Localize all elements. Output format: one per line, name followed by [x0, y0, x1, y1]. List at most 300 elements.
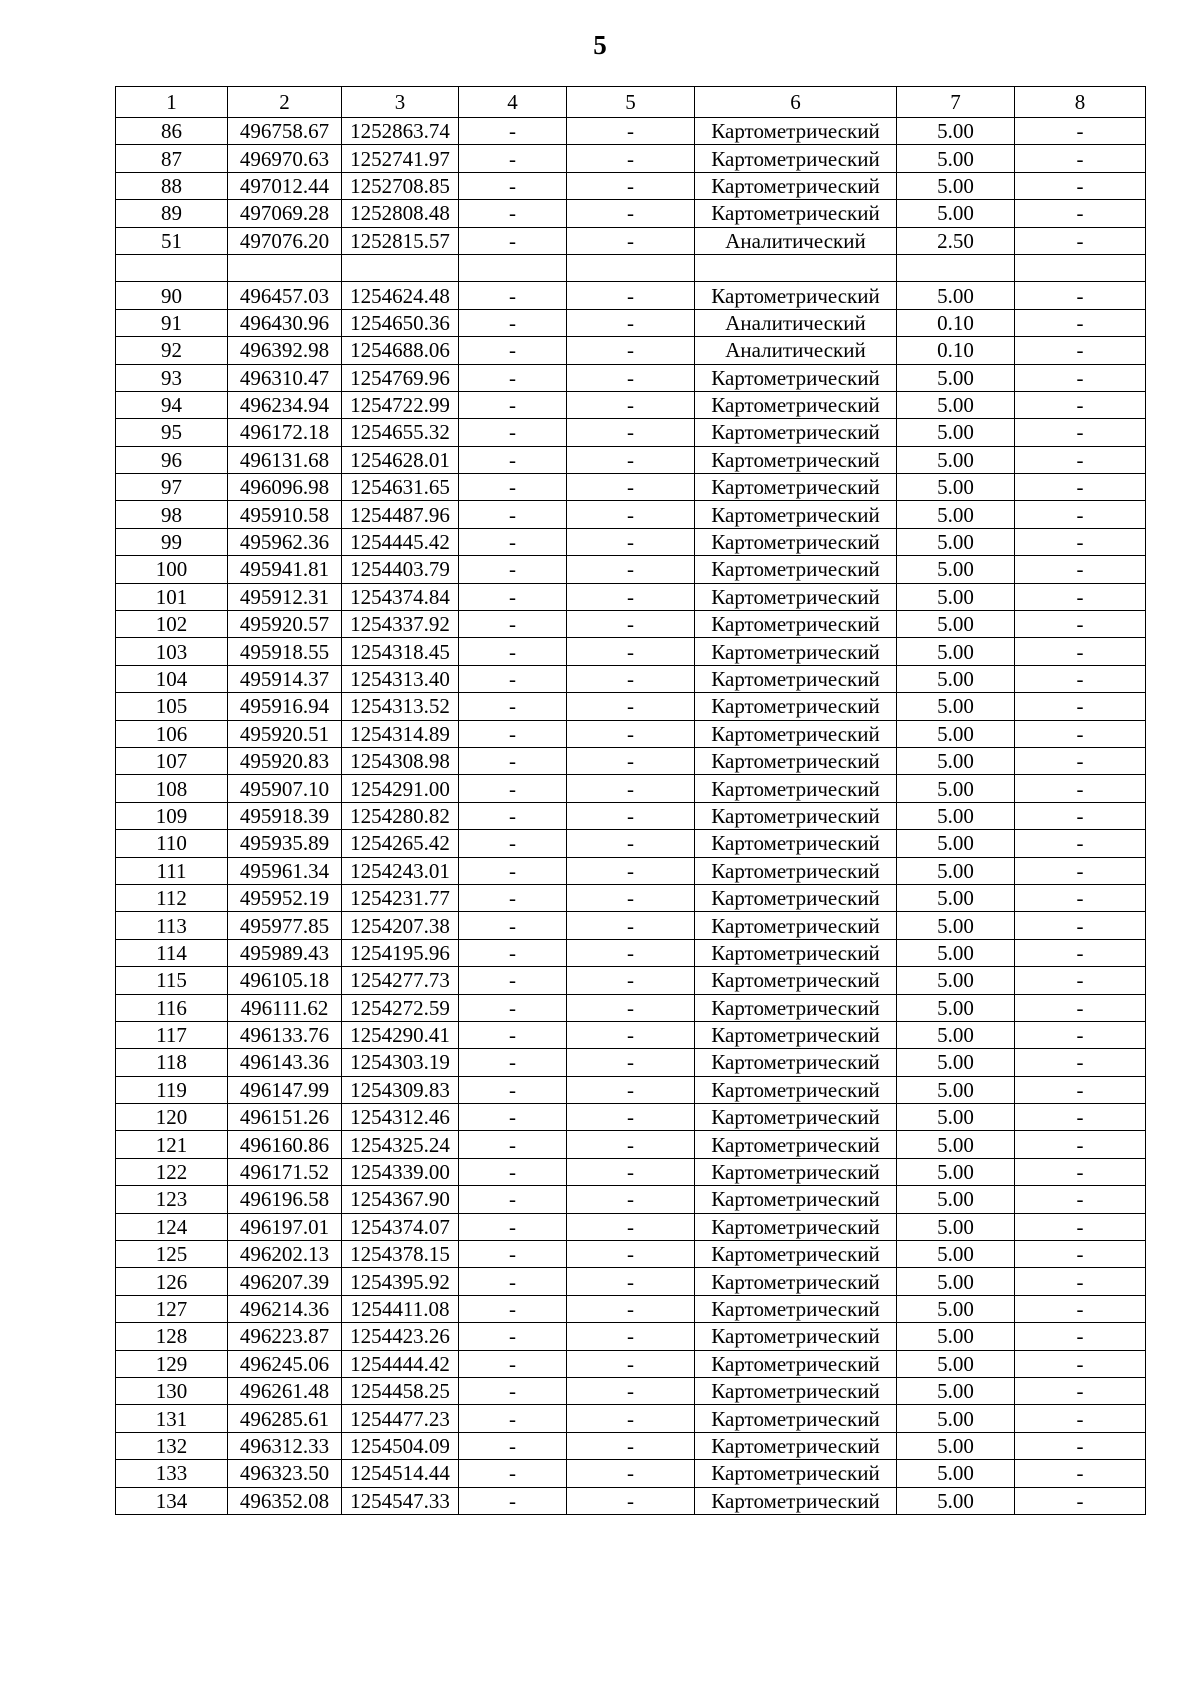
method-cell: Картометрический	[695, 720, 897, 747]
column-5-cell: -	[567, 1268, 695, 1295]
x-coordinate-cell: 496310.47	[228, 364, 342, 391]
column-5-cell: -	[567, 446, 695, 473]
point-number-cell: 119	[116, 1076, 228, 1103]
accuracy-cell: 5.00	[897, 1131, 1015, 1158]
table-row	[116, 747, 1146, 774]
accuracy-cell: 5.00	[897, 1295, 1015, 1322]
accuracy-cell: 5.00	[897, 446, 1015, 473]
method-cell: Картометрический	[695, 665, 897, 692]
accuracy-cell: 5.00	[897, 391, 1015, 418]
y-coordinate-cell: 1254231.77	[342, 884, 459, 911]
x-coordinate-cell: 496457.03	[228, 282, 342, 309]
x-coordinate-cell: 496105.18	[228, 967, 342, 994]
method-cell: Картометрический	[695, 1131, 897, 1158]
column-5-cell: -	[567, 145, 695, 172]
y-coordinate-cell: 1254314.89	[342, 720, 459, 747]
column-4-cell: -	[459, 830, 567, 857]
y-coordinate-cell: 1254403.79	[342, 556, 459, 583]
method-cell: Картометрический	[695, 446, 897, 473]
column-5-cell: -	[567, 364, 695, 391]
point-number-cell	[116, 254, 228, 281]
header-cell-7: 7	[897, 87, 1015, 118]
accuracy-cell: 5.00	[897, 884, 1015, 911]
column-4-cell: -	[459, 337, 567, 364]
column-8-cell: -	[1015, 364, 1146, 391]
column-8-cell: -	[1015, 1049, 1146, 1076]
method-cell: Аналитический	[695, 337, 897, 364]
column-8-cell: -	[1015, 474, 1146, 501]
column-8-cell: -	[1015, 1405, 1146, 1432]
accuracy-cell: 5.00	[897, 720, 1015, 747]
column-5-cell: -	[567, 118, 695, 145]
accuracy-cell: 5.00	[897, 912, 1015, 939]
column-5-cell: -	[567, 1158, 695, 1185]
point-number-cell: 97	[116, 474, 228, 501]
column-5-cell: -	[567, 282, 695, 309]
column-4-cell: -	[459, 474, 567, 501]
page-number: 5	[593, 30, 607, 60]
column-8-cell	[1015, 254, 1146, 281]
y-coordinate-cell: 1254624.48	[342, 282, 459, 309]
y-coordinate-cell: 1254291.00	[342, 775, 459, 802]
y-coordinate-cell: 1254318.45	[342, 638, 459, 665]
accuracy-cell: 0.10	[897, 337, 1015, 364]
column-5-cell: -	[567, 720, 695, 747]
accuracy-cell: 5.00	[897, 1021, 1015, 1048]
column-5-cell: -	[567, 1049, 695, 1076]
column-8-cell: -	[1015, 720, 1146, 747]
point-number-cell: 124	[116, 1213, 228, 1240]
y-coordinate-cell: 1254487.96	[342, 501, 459, 528]
column-4-cell: -	[459, 1241, 567, 1268]
y-coordinate-cell: 1254308.98	[342, 747, 459, 774]
table-row	[116, 1295, 1146, 1322]
header-cell-1: 1	[116, 87, 228, 118]
column-5-cell: -	[567, 528, 695, 555]
x-coordinate-cell: 495962.36	[228, 528, 342, 555]
header-cell-2: 2	[228, 87, 342, 118]
column-5-cell	[567, 254, 695, 281]
y-coordinate-cell: 1254722.99	[342, 391, 459, 418]
x-coordinate-cell: 495920.83	[228, 747, 342, 774]
method-cell: Картометрический	[695, 1405, 897, 1432]
column-4-cell: -	[459, 528, 567, 555]
table-row	[116, 145, 1146, 172]
column-8-cell: -	[1015, 1295, 1146, 1322]
y-coordinate-cell: 1254374.84	[342, 583, 459, 610]
column-5-cell: -	[567, 337, 695, 364]
method-cell: Картометрический	[695, 172, 897, 199]
point-number-cell: 110	[116, 830, 228, 857]
column-8-cell: -	[1015, 884, 1146, 911]
method-cell: Картометрический	[695, 1487, 897, 1514]
column-4-cell: -	[459, 419, 567, 446]
column-8-cell: -	[1015, 857, 1146, 884]
y-coordinate-cell: 1254445.42	[342, 528, 459, 555]
x-coordinate-cell: 495907.10	[228, 775, 342, 802]
x-coordinate-cell: 495918.55	[228, 638, 342, 665]
column-4-cell: -	[459, 638, 567, 665]
method-cell: Картометрический	[695, 419, 897, 446]
point-number-cell: 105	[116, 693, 228, 720]
column-4-cell: -	[459, 611, 567, 638]
x-coordinate-cell: 495941.81	[228, 556, 342, 583]
column-8-cell: -	[1015, 282, 1146, 309]
point-number-cell: 132	[116, 1432, 228, 1459]
table-row	[116, 528, 1146, 555]
column-4-cell: -	[459, 1186, 567, 1213]
point-number-cell: 111	[116, 857, 228, 884]
column-5-cell: -	[567, 693, 695, 720]
x-coordinate-cell: 496171.52	[228, 1158, 342, 1185]
method-cell: Картометрический	[695, 775, 897, 802]
accuracy-cell: 5.00	[897, 1104, 1015, 1131]
table-row	[116, 118, 1146, 145]
y-coordinate-cell: 1252708.85	[342, 172, 459, 199]
column-5-cell: -	[567, 611, 695, 638]
point-number-cell: 101	[116, 583, 228, 610]
column-4-cell: -	[459, 1049, 567, 1076]
column-8-cell: -	[1015, 337, 1146, 364]
y-coordinate-cell: 1254444.42	[342, 1350, 459, 1377]
x-coordinate-cell: 495916.94	[228, 693, 342, 720]
accuracy-cell: 5.00	[897, 282, 1015, 309]
y-coordinate-cell: 1254769.96	[342, 364, 459, 391]
point-number-cell: 93	[116, 364, 228, 391]
column-5-cell: -	[567, 830, 695, 857]
method-cell: Картометрический	[695, 994, 897, 1021]
x-coordinate-cell: 497076.20	[228, 227, 342, 254]
table-row	[116, 282, 1146, 309]
column-8-cell: -	[1015, 830, 1146, 857]
y-coordinate-cell: 1254655.32	[342, 419, 459, 446]
column-5-cell: -	[567, 1213, 695, 1240]
y-coordinate-cell: 1254514.44	[342, 1460, 459, 1487]
accuracy-cell: 5.00	[897, 1186, 1015, 1213]
x-coordinate-cell: 496207.39	[228, 1268, 342, 1295]
table-row	[116, 1049, 1146, 1076]
y-coordinate-cell: 1254277.73	[342, 967, 459, 994]
x-coordinate-cell: 496196.58	[228, 1186, 342, 1213]
method-cell: Картометрический	[695, 747, 897, 774]
accuracy-cell: 2.50	[897, 227, 1015, 254]
x-coordinate-cell	[228, 254, 342, 281]
y-coordinate-cell: 1254367.90	[342, 1186, 459, 1213]
table-row	[116, 1377, 1146, 1404]
table-body	[116, 118, 1146, 1515]
column-8-cell: -	[1015, 1377, 1146, 1404]
accuracy-cell: 5.00	[897, 665, 1015, 692]
method-cell: Картометрический	[695, 1158, 897, 1185]
column-5-cell: -	[567, 1131, 695, 1158]
x-coordinate-cell: 496312.33	[228, 1432, 342, 1459]
method-cell: Картометрический	[695, 583, 897, 610]
point-number-cell: 116	[116, 994, 228, 1021]
accuracy-cell: 5.00	[897, 775, 1015, 802]
x-coordinate-cell: 496234.94	[228, 391, 342, 418]
accuracy-cell: 5.00	[897, 1158, 1015, 1185]
point-number-cell: 125	[116, 1241, 228, 1268]
column-4-cell: -	[459, 1487, 567, 1514]
method-cell: Картометрический	[695, 884, 897, 911]
column-4-cell: -	[459, 912, 567, 939]
y-coordinate-cell: 1254631.65	[342, 474, 459, 501]
accuracy-cell: 5.00	[897, 118, 1015, 145]
column-4-cell: -	[459, 364, 567, 391]
table-row	[116, 391, 1146, 418]
accuracy-cell: 5.00	[897, 474, 1015, 501]
column-4-cell: -	[459, 501, 567, 528]
column-4-cell: -	[459, 1158, 567, 1185]
table-row	[116, 939, 1146, 966]
column-5-cell: -	[567, 556, 695, 583]
column-4-cell: -	[459, 1350, 567, 1377]
point-number-cell: 118	[116, 1049, 228, 1076]
column-4-cell: -	[459, 857, 567, 884]
column-8-cell: -	[1015, 419, 1146, 446]
y-coordinate-cell: 1254477.23	[342, 1405, 459, 1432]
method-cell: Картометрический	[695, 1213, 897, 1240]
column-4-cell: -	[459, 309, 567, 336]
column-4-cell: -	[459, 802, 567, 829]
table-row	[116, 802, 1146, 829]
method-cell: Картометрический	[695, 1049, 897, 1076]
point-number-cell: 102	[116, 611, 228, 638]
table-row	[116, 419, 1146, 446]
table-row	[116, 857, 1146, 884]
table-row	[116, 1186, 1146, 1213]
y-coordinate-cell: 1254207.38	[342, 912, 459, 939]
point-number-cell: 129	[116, 1350, 228, 1377]
accuracy-cell: 5.00	[897, 638, 1015, 665]
point-number-cell: 117	[116, 1021, 228, 1048]
method-cell: Картометрический	[695, 1460, 897, 1487]
column-8-cell: -	[1015, 1131, 1146, 1158]
y-coordinate-cell: 1254374.07	[342, 1213, 459, 1240]
table-row	[116, 583, 1146, 610]
column-4-cell: -	[459, 939, 567, 966]
table-row	[116, 830, 1146, 857]
column-5-cell: -	[567, 227, 695, 254]
x-coordinate-cell: 497069.28	[228, 200, 342, 227]
accuracy-cell: 5.00	[897, 1076, 1015, 1103]
point-number-cell: 122	[116, 1158, 228, 1185]
accuracy-cell: 5.00	[897, 364, 1015, 391]
column-5-cell: -	[567, 884, 695, 911]
column-4-cell: -	[459, 1295, 567, 1322]
table-row	[116, 638, 1146, 665]
point-number-cell: 103	[116, 638, 228, 665]
column-8-cell: -	[1015, 994, 1146, 1021]
table-row	[116, 474, 1146, 501]
table-row	[116, 337, 1146, 364]
y-coordinate-cell: 1254280.82	[342, 802, 459, 829]
point-number-cell: 115	[116, 967, 228, 994]
column-5-cell: -	[567, 967, 695, 994]
column-4-cell: -	[459, 583, 567, 610]
y-coordinate-cell: 1254290.41	[342, 1021, 459, 1048]
column-8-cell: -	[1015, 1350, 1146, 1377]
method-cell: Картометрический	[695, 1104, 897, 1131]
column-8-cell: -	[1015, 309, 1146, 336]
column-4-cell: -	[459, 665, 567, 692]
column-4-cell: -	[459, 227, 567, 254]
header-cell-6: 6	[695, 87, 897, 118]
column-5-cell: -	[567, 1432, 695, 1459]
column-5-cell: -	[567, 583, 695, 610]
point-number-cell: 100	[116, 556, 228, 583]
column-5-cell: -	[567, 939, 695, 966]
accuracy-cell: 5.00	[897, 611, 1015, 638]
x-coordinate-cell: 496133.76	[228, 1021, 342, 1048]
point-number-cell: 51	[116, 227, 228, 254]
method-cell: Картометрический	[695, 145, 897, 172]
x-coordinate-cell: 496111.62	[228, 994, 342, 1021]
point-number-cell: 123	[116, 1186, 228, 1213]
column-8-cell: -	[1015, 939, 1146, 966]
method-cell: Картометрический	[695, 1295, 897, 1322]
y-coordinate-cell: 1254309.83	[342, 1076, 459, 1103]
method-cell: Картометрический	[695, 1323, 897, 1350]
y-coordinate-cell: 1254272.59	[342, 994, 459, 1021]
accuracy-cell: 5.00	[897, 1460, 1015, 1487]
table-row	[116, 501, 1146, 528]
point-number-cell: 87	[116, 145, 228, 172]
x-coordinate-cell: 496970.63	[228, 145, 342, 172]
table-row	[116, 693, 1146, 720]
column-5-cell: -	[567, 912, 695, 939]
table-row	[116, 720, 1146, 747]
column-8-cell: -	[1015, 446, 1146, 473]
point-number-cell: 106	[116, 720, 228, 747]
column-8-cell: -	[1015, 1268, 1146, 1295]
table-row	[116, 1158, 1146, 1185]
y-coordinate-cell: 1254395.92	[342, 1268, 459, 1295]
x-coordinate-cell: 496223.87	[228, 1323, 342, 1350]
point-number-cell: 98	[116, 501, 228, 528]
accuracy-cell: 5.00	[897, 200, 1015, 227]
column-5-cell: -	[567, 1405, 695, 1432]
point-number-cell: 90	[116, 282, 228, 309]
column-4-cell: -	[459, 1268, 567, 1295]
y-coordinate-cell: 1254547.33	[342, 1487, 459, 1514]
column-8-cell: -	[1015, 1241, 1146, 1268]
column-5-cell: -	[567, 172, 695, 199]
header-cell-5: 5	[567, 87, 695, 118]
method-cell: Аналитический	[695, 227, 897, 254]
method-cell: Картометрический	[695, 200, 897, 227]
point-number-cell: 95	[116, 419, 228, 446]
method-cell	[695, 254, 897, 281]
accuracy-cell: 5.00	[897, 830, 1015, 857]
column-4-cell: -	[459, 1405, 567, 1432]
table-row	[116, 665, 1146, 692]
column-8-cell: -	[1015, 802, 1146, 829]
column-8-cell: -	[1015, 556, 1146, 583]
column-4-cell: -	[459, 282, 567, 309]
column-4-cell: -	[459, 1432, 567, 1459]
point-number-cell: 126	[116, 1268, 228, 1295]
header-cell-3: 3	[342, 87, 459, 118]
accuracy-cell: 5.00	[897, 857, 1015, 884]
column-8-cell: -	[1015, 391, 1146, 418]
table-row	[116, 200, 1146, 227]
column-8-cell: -	[1015, 1158, 1146, 1185]
column-4-cell: -	[459, 1131, 567, 1158]
column-5-cell: -	[567, 1295, 695, 1322]
y-coordinate-cell: 1254339.00	[342, 1158, 459, 1185]
column-5-cell: -	[567, 1104, 695, 1131]
column-5-cell: -	[567, 857, 695, 884]
column-4-cell: -	[459, 172, 567, 199]
column-8-cell: -	[1015, 501, 1146, 528]
column-8-cell: -	[1015, 1487, 1146, 1514]
y-coordinate-cell: 1252863.74	[342, 118, 459, 145]
table-row	[116, 775, 1146, 802]
column-5-cell: -	[567, 665, 695, 692]
column-4-cell: -	[459, 391, 567, 418]
method-cell: Аналитический	[695, 309, 897, 336]
method-cell: Картометрический	[695, 528, 897, 555]
column-5-cell: -	[567, 747, 695, 774]
header-cell-8: 8	[1015, 87, 1146, 118]
x-coordinate-cell: 495910.58	[228, 501, 342, 528]
y-coordinate-cell: 1252815.57	[342, 227, 459, 254]
x-coordinate-cell: 495914.37	[228, 665, 342, 692]
column-4-cell: -	[459, 994, 567, 1021]
x-coordinate-cell: 496430.96	[228, 309, 342, 336]
y-coordinate-cell: 1254378.15	[342, 1241, 459, 1268]
accuracy-cell	[897, 254, 1015, 281]
accuracy-cell: 5.00	[897, 693, 1015, 720]
method-cell: Картометрический	[695, 967, 897, 994]
y-coordinate-cell: 1254243.01	[342, 857, 459, 884]
x-coordinate-cell: 496261.48	[228, 1377, 342, 1404]
point-number-cell: 128	[116, 1323, 228, 1350]
column-5-cell: -	[567, 1021, 695, 1048]
column-8-cell: -	[1015, 1432, 1146, 1459]
column-5-cell: -	[567, 309, 695, 336]
column-5-cell: -	[567, 1487, 695, 1514]
method-cell: Картометрический	[695, 118, 897, 145]
method-cell: Картометрический	[695, 501, 897, 528]
x-coordinate-cell: 496143.36	[228, 1049, 342, 1076]
y-coordinate-cell: 1254303.19	[342, 1049, 459, 1076]
method-cell: Картометрический	[695, 857, 897, 884]
x-coordinate-cell: 496323.50	[228, 1460, 342, 1487]
x-coordinate-cell: 496160.86	[228, 1131, 342, 1158]
accuracy-cell: 5.00	[897, 172, 1015, 199]
accuracy-cell: 5.00	[897, 939, 1015, 966]
method-cell: Картометрический	[695, 611, 897, 638]
column-8-cell: -	[1015, 145, 1146, 172]
table-header-row	[116, 87, 1146, 118]
column-4-cell: -	[459, 1104, 567, 1131]
column-4-cell: -	[459, 1021, 567, 1048]
method-cell: Картометрический	[695, 556, 897, 583]
y-coordinate-cell: 1254337.92	[342, 611, 459, 638]
method-cell: Картометрический	[695, 1377, 897, 1404]
method-cell: Картометрический	[695, 939, 897, 966]
accuracy-cell: 5.00	[897, 1213, 1015, 1240]
x-coordinate-cell: 495920.51	[228, 720, 342, 747]
column-8-cell: -	[1015, 528, 1146, 555]
point-number-cell: 127	[116, 1295, 228, 1322]
point-number-cell: 114	[116, 939, 228, 966]
table-row	[116, 884, 1146, 911]
point-number-cell: 99	[116, 528, 228, 555]
accuracy-cell: 5.00	[897, 501, 1015, 528]
